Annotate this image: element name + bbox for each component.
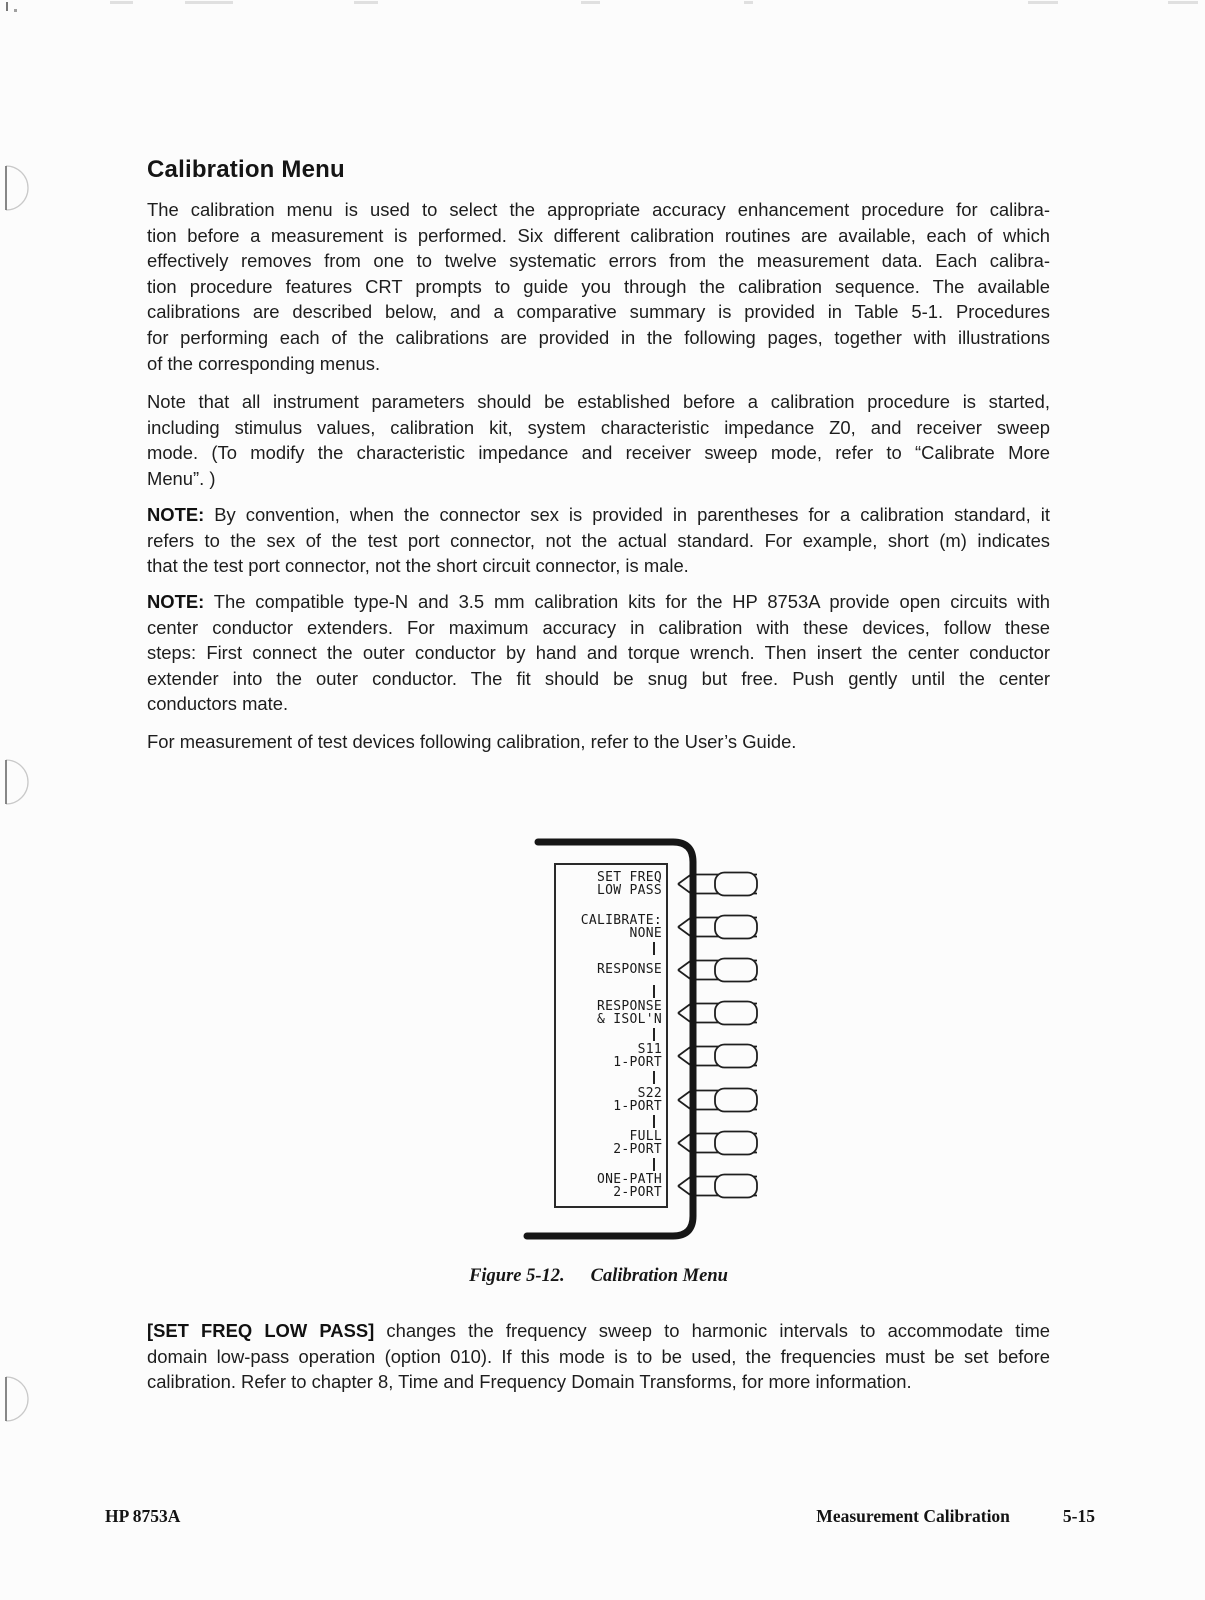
softkey-label-line: NONE [629,926,662,941]
paragraph-set-freq-low-pass [147,1318,1050,1395]
crt-bezel-line [515,820,773,1252]
text-line: tion procedure features CRT prompts to guide you through the calibration sequence. The available [147,275,1050,297]
text-line: calibration. Refer to chapter 8, Time and Frequency Domain Transforms, for more information. [147,1371,912,1393]
text-line: of the corresponding menus. [147,352,381,374]
scan-artifact [6,2,8,11]
figure-calibration-menu [515,820,773,1252]
note-label: NOTE: [147,591,205,612]
figure-caption [147,1266,1050,1287]
scan-artifact [1168,1,1198,4]
text-line: Menu”. ) [147,467,216,489]
scan-artifact [1028,1,1058,4]
figure-caption-title: Calibration Menu [590,1266,728,1286]
softkey-label-line: 1-PORT [613,1055,662,1070]
softkey-label-line: RESPONSE [596,962,662,978]
text-line: effectively removes from one to twelve systematic errors from the measurement data. Each calibra- [147,250,1050,272]
text-line: tion before a measurement is performed. Six different calibration routines are available, each of which [147,224,1050,246]
binder-hole-mark [0,163,40,215]
scan-artifact [581,1,600,4]
text-line: including stimulus values, calibration kit, system characteristic impedance Z0, and receiver sweep [147,416,1050,438]
text-line: Note that all instrument parameters should be established before a calibration procedure is started, [147,391,1050,412]
text-line: center conductor extenders. For maximum accuracy in calibration with these devices, follow these [147,616,1050,638]
page-footer [105,1506,1095,1527]
binder-hole-mark [0,757,40,809]
scan-artifact [354,1,378,4]
softkey-label-line: SET FREQ [596,869,662,885]
note-label: NOTE: [147,504,205,525]
text-line: [SET FREQ LOW PASS] changes the frequency sweep to harmonic intervals to accommodate time [147,1320,1050,1341]
text-line: calibrations are described below, and a comparative summary is provided in Table 5-1. Procedures [147,301,1050,323]
softkey-reference-label: [SET FREQ LOW PASS] [147,1320,375,1341]
softkey-label-line: 2-PORT [613,1142,662,1157]
text-line: for performing each of the calibrations are provided in the following pages, together with illustrations [147,326,1050,348]
text-line: mode. (To modify the characteristic impedance and receiver sweep mode, refer to “Calibrate More [147,442,1050,464]
softkey-label-line: CALIBRATE: [580,912,662,928]
text-line: steps: First connect the outer conductor by hand and torque wrench. Then insert the center conductor [147,642,1050,664]
text-line: NOTE: The compatible type-N and 3.5 mm calibration kits for the HP 8753A provide open circuits with [147,591,1050,612]
paragraph-intro [147,197,1050,376]
text-line: extender into the outer conductor. The fit should be snug but free. Push gently until the center [147,667,1050,689]
scan-artifact [185,1,233,4]
footer-model: HP 8753A [105,1506,181,1526]
softkey-label-line: & ISOL'N [596,1012,662,1027]
figure-caption-label: Figure 5-12. [469,1266,565,1286]
text-line: refers to the sex of the test port connector, not the actual standard. For example, short (m) indicates [147,529,1050,551]
softkey-label-line: ONE-PATH [596,1171,662,1187]
page-title: Calibration Menu [147,156,345,183]
footer-page-number: 5-15 [1062,1506,1095,1526]
text-line: conductors mate. [147,693,289,715]
softkey-label-line: 2-PORT [613,1185,662,1200]
paragraph-parameters [147,389,1050,491]
text-line: domain low-pass operation (option 010). If this mode is to be used, the frequencies must be set before [147,1345,1050,1367]
softkey-label-line: S22 [637,1085,662,1101]
scan-artifact [110,1,133,4]
text-line: NOTE: By convention, when the connector sex is provided in parentheses for a calibration standard, it [147,504,1050,525]
footer-chapter: Measurement Calibration [816,1506,1010,1526]
scan-artifact [14,9,17,12]
text-line: For measurement of test devices following calibration, refer to the User’s Guide. [147,731,797,752]
scan-artifact [744,1,753,4]
softkey-label-line: RESPONSE [596,998,662,1014]
softkey-label-line: 1-PORT [613,1099,662,1114]
text-line: The calibration menu is used to select the appropriate accuracy enhancement procedure for calibra- [147,199,1050,220]
softkey-label-line: LOW PASS [596,883,662,898]
softkey-label-line: S11 [637,1041,662,1057]
paragraph-note-cal-kits [147,589,1050,717]
text-line: that the test port connector, not the short circuit connector, is male. [147,555,689,577]
paragraph-measurement [147,729,1050,755]
softkey-label-line: FULL [629,1128,662,1144]
paragraph-note-connector-sex [147,502,1050,579]
binder-hole-mark [0,1374,40,1426]
